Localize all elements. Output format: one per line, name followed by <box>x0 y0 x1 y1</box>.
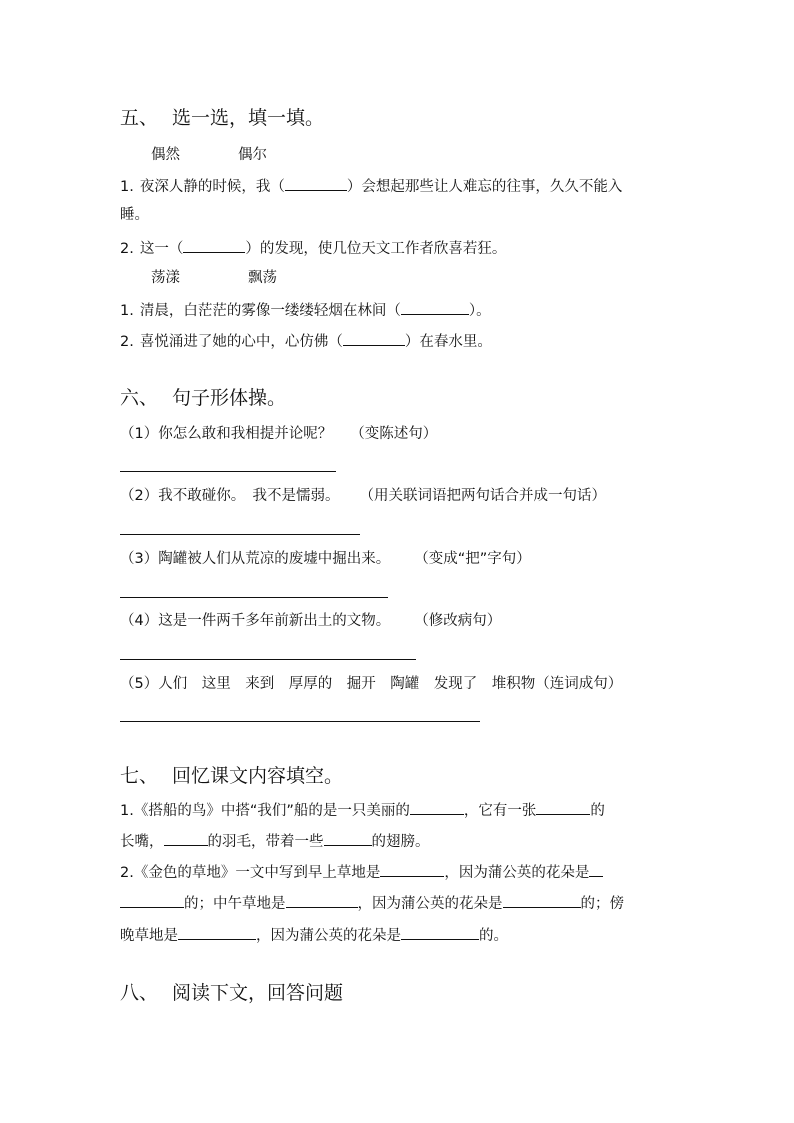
answer-line[interactable] <box>120 659 416 660</box>
word-option: 飘荡 <box>248 270 277 286</box>
fill-blank[interactable] <box>286 892 358 908</box>
fill-blank[interactable] <box>164 830 208 846</box>
question-line: 长嘴， 的羽毛，带着一些 的翅膀。 <box>120 830 430 852</box>
section-7-heading <box>120 764 343 788</box>
answer-line[interactable] <box>120 721 480 722</box>
question-line: 晚草地是 ，因为蒲公英的花朵是 的。 <box>120 924 508 946</box>
answer-line[interactable] <box>120 471 336 472</box>
fill-blank[interactable] <box>343 330 405 346</box>
fill-blank[interactable] <box>401 924 479 940</box>
word-option: 荡漾 <box>151 270 180 286</box>
word-option: 偶然 <box>151 147 180 163</box>
question-line-continued: 睡。 <box>120 207 149 223</box>
section-5-heading <box>120 106 324 130</box>
fill-blank[interactable] <box>183 237 245 253</box>
question-line: 1. 清晨，白茫茫的雾像一缕缕轻烟在林间（ ）。 <box>120 299 491 321</box>
section-number: 七、 <box>120 765 159 787</box>
fill-blank[interactable] <box>120 892 184 908</box>
fill-blank[interactable] <box>536 799 590 815</box>
fill-blank[interactable] <box>178 924 256 940</box>
section-title: 句子形体操。 <box>172 387 287 409</box>
word-option: 偶尔 <box>238 147 267 163</box>
question-line: 1.《搭船的鸟》中搭“我们”船的是一只美丽的 ，它有一张 的 <box>120 799 605 821</box>
fill-blank[interactable] <box>285 175 347 191</box>
section-number: 六、 <box>120 387 159 409</box>
exercise-line: （4）这是一件两千多年前新出土的文物。 （修改病句） <box>120 613 502 629</box>
section-6-heading <box>120 386 286 410</box>
fill-blank[interactable] <box>380 861 444 877</box>
fill-blank[interactable] <box>324 830 372 846</box>
section-title: 选一选，填一填。 <box>172 107 325 129</box>
section-8-heading <box>120 981 343 1005</box>
section-number: 八、 <box>120 982 159 1004</box>
section-title: 阅读下文，回答问题 <box>172 982 344 1004</box>
question-line: 的；中午草地是 ，因为蒲公英的花朵是 的；傍 <box>120 892 624 914</box>
question-line: 2. 喜悦涌进了她的心中，心仿佛（ ）在春水里。 <box>120 330 492 352</box>
exercise-line: （1）你怎么敢和我相提并论呢？ （变陈述句） <box>120 426 438 442</box>
exercise-line: （2）我不敢碰你。 我不是懦弱。 （用关联词语把两句话合并成一句话） <box>120 488 606 504</box>
exercise-line: （3）陶罐被人们从荒凉的废墟中掘出来。 （变成“把”字句） <box>120 551 531 567</box>
question-line: 2. 这一（ ）的发现，使几位天文工作者欣喜若狂。 <box>120 237 506 259</box>
section-number: 五、 <box>120 107 159 129</box>
question-line: 1. 夜深人静的时候，我（ ）会想起那些让人难忘的往事，久久不能入 <box>120 175 622 197</box>
section-title: 回忆课文内容填空。 <box>172 765 344 787</box>
answer-line[interactable] <box>120 534 360 535</box>
fill-blank[interactable] <box>410 799 464 815</box>
exercise-line: （5）人们 这里 来到 厚厚的 掘开 陶罐 发现了 堆积物（连词成句） <box>120 676 623 692</box>
fill-blank[interactable] <box>401 299 469 315</box>
fill-blank[interactable] <box>503 892 581 908</box>
fill-blank[interactable] <box>589 861 603 877</box>
question-line: 2.《金色的草地》一文中写到早上草地是 ，因为蒲公英的花朵是 <box>120 861 603 883</box>
answer-line[interactable] <box>120 597 388 598</box>
